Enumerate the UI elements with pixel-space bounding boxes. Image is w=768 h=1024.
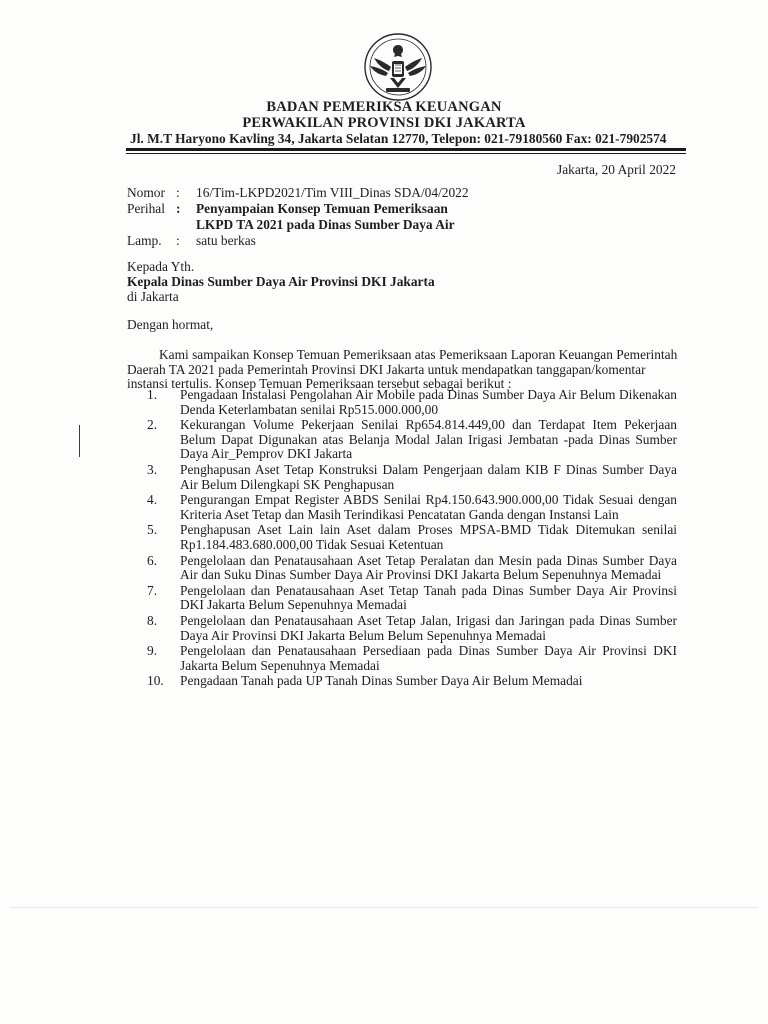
letterhead-rule-thin: [126, 153, 686, 154]
list-item: [147, 614, 677, 643]
item-number: 1.: [147, 387, 158, 402]
meta-lamp: [127, 233, 516, 249]
item-number: 3.: [147, 461, 158, 477]
org-name: BADAN PEMERIKSA KEUANGAN: [266, 99, 502, 115]
perihal-value: [196, 201, 516, 233]
colon: :: [176, 201, 181, 216]
item-text: Penghapusan Aset Lain lain Aset dalam Proses MPSA-BMD Tidak Ditemukan senilai Rp1.184.483.680.000,00 Tidak Sesuai Ketentuan: [180, 522, 677, 552]
item-text: Pengelolaan dan Penatausahaan Aset Tetap Peralatan dan Mesin pada Dinas Sumber Daya Air dan Suku Dinas Sumber Daya Air Provinsi DKI Jakarta Belum Sepenuhnya Memadai: [180, 552, 677, 583]
item-text: Kekurangan Volume Pekerjaan Senilai Rp654.814.449,00 dan Terdapat Item Pekerjaan Belum Dapat Digunakan atas Belanja Modal Jalan Irigasi Jembatan -pada Dinas Sumber Daya Air_Pemprov DKI Jakarta: [180, 417, 677, 462]
intro-line: Daerah TA 2021 pada Pemerintah Provinsi DKI Jakarta untuk mendapatkan tanggapan/komentar: [127, 361, 646, 377]
item-number: 9.: [147, 643, 158, 659]
perihal-label: Perihal: [127, 201, 165, 216]
lamp-label: Lamp.: [127, 233, 162, 248]
meta-nomor: [127, 185, 516, 201]
item-text: Pengelolaan dan Penatausahaan Persediaan pada Dinas Sumber Daya Air Provinsi DKI Jakarta Belum Sepenuhnya Memadai: [180, 643, 677, 673]
item-text: Pengelolaan dan Penatausahaan Aset Tetap Jalan, Irigasi dan Jaringan pada Dinas Sumber Daya Air Provinsi DKI Jakarta Belum Belum Sepenuhnya Memadai: [180, 612, 677, 643]
findings-list: [147, 388, 677, 690]
org-branch: PERWAKILAN PROVINSI DKI JAKARTA: [242, 115, 526, 131]
item-text: Pengurangan Empat Register ABDS Senilai Rp4.150.643.900.000,00 Tidak Sesuai dengan Kriteria Aset Tetap dan Masih Terindikasi Pencatatan Ganda dengan Instansi Lain: [180, 492, 677, 522]
list-item: [147, 493, 677, 522]
intro-line: instansi tertulis. Konsep Temuan Pemeriksaan tersebut sebagai berikut :: [127, 376, 512, 392]
scan-edge-line: [10, 907, 758, 908]
item-number: 8.: [147, 612, 158, 628]
item-text: Pengadaan Instalasi Pengolahan Air Mobile pada Dinas Sumber Daya Air Belum Dikenakan Denda Keterlambatan senilai Rp515.000.000,00: [180, 387, 677, 417]
item-number: 5.: [147, 522, 158, 538]
greeting: Dengan hormat,: [127, 317, 214, 332]
list-item: [147, 674, 677, 689]
intro-line: Kami sampaikan Konsep Temuan Pemeriksaan atas Pemeriksaan Laporan Keuangan Pemerintah: [159, 347, 678, 362]
perihal-line1: Penyampaian Konsep Temuan Pemeriksaan: [196, 201, 448, 216]
letter-meta: [127, 185, 516, 249]
meta-perihal: [127, 201, 516, 233]
nomor-value: 16/Tim-LKPD2021/Tim VIII_Dinas SDA/04/2022: [196, 185, 469, 200]
item-text: Pengadaan Tanah pada UP Tanah Dinas Sumber Daya Air Belum Memadai: [180, 673, 583, 689]
perihal-line2: LKPD TA 2021 pada Dinas Sumber Daya Air: [196, 217, 455, 232]
colon: :: [176, 233, 180, 248]
list-item: [147, 554, 677, 583]
list-item: [147, 523, 677, 552]
letterhead-rule: [126, 148, 686, 151]
item-text: Pengelolaan dan Penatausahaan Aset Tetap Tanah pada Dinas Sumber Daya Air Provinsi DKI Jakarta Belum Sepenuhnya Memadai: [180, 582, 677, 613]
margin-pen-mark: [79, 425, 80, 457]
letter-date: Jakarta, 20 April 2022: [556, 162, 676, 177]
list-item: [147, 463, 677, 492]
colon: :: [176, 185, 180, 200]
item-text: Penghapusan Aset Tetap Konstruksi Dalam Pengerjaan dalam KIB F Dinas Sumber Daya Air Belum Dilengkapi SK Penghapusan: [180, 461, 677, 492]
item-number: 6.: [147, 552, 158, 568]
item-number: 2.: [147, 417, 158, 433]
item-number: 4.: [147, 492, 158, 508]
recipient-block: [127, 259, 435, 304]
list-item: [147, 644, 677, 673]
recipient-name: Kepala Dinas Sumber Daya Air Provinsi DKI Jakarta: [127, 274, 435, 289]
nomor-label: Nomor: [127, 185, 165, 200]
lamp-value: satu berkas: [196, 233, 256, 248]
list-item: [147, 584, 677, 613]
item-number: 7.: [147, 582, 158, 598]
recipient-place: di Jakarta: [127, 289, 179, 304]
recipient-salutation: Kepada Yth.: [127, 259, 195, 274]
item-number: 10.: [147, 673, 164, 689]
list-item: [147, 418, 677, 462]
org-address: Jl. M.T Haryono Kavling 34, Jakarta Selatan 12770, Telepon: 021-79180560 Fax: 021-7902574: [130, 131, 667, 146]
list-item: [147, 388, 677, 417]
garuda-emblem-icon: [352, 28, 444, 106]
intro-paragraph: [127, 348, 678, 392]
